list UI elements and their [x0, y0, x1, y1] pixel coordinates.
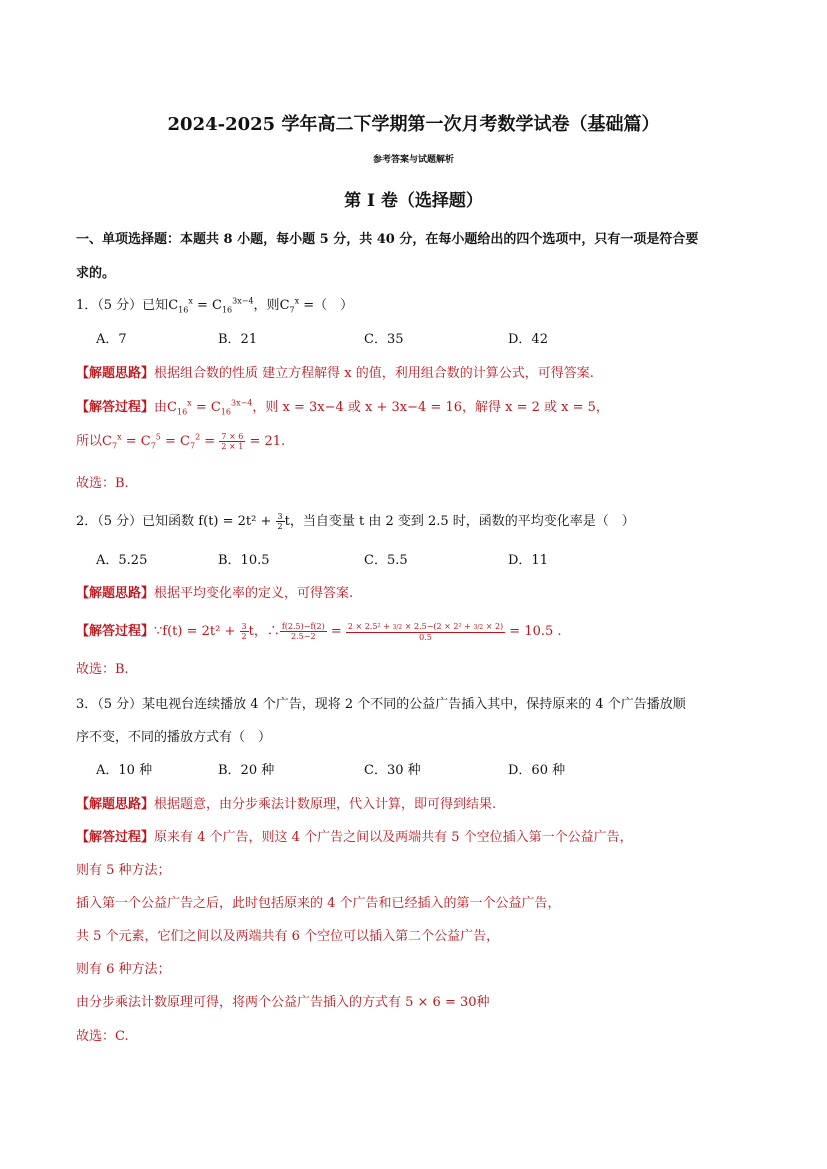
q1-process-text2: ，则 x = 3x−4 或 x + 3x−4 = 16，解得 x = 2 或 x = 5，: [252, 400, 609, 415]
q2-hint-label: 【解题思路】: [76, 586, 155, 601]
q3-stem-line1: 3．（5 分）某电视台连续播放 4 个广告，现将 2 个不同的公益广告插入其中，保持原来的 4 个广告播放顺: [76, 697, 686, 712]
q2-answer: 故选：B.: [76, 662, 129, 677]
q3-hint: [76, 793, 496, 812]
q3-process-label: 【解答过程】: [76, 830, 155, 845]
q1-stem-formula: $C_{16}^x = C_{16}^{3x-4}$: [168, 296, 254, 315]
q1-process-line2-result: = 21.: [245, 434, 286, 449]
q1-process-line2: [76, 430, 285, 451]
section-heading-line1: 一、单项选择题：本题共 8 小题，每小题 5 分，共 40 分，在每小题给出的四个选项中，只有一项是符合要: [76, 232, 699, 247]
q2-option-d: D．11: [508, 553, 548, 568]
q1-process: [76, 396, 609, 417]
q3-process-line3: 插入第一个公益广告之后，此时包括原来的 4 个广告和已经插入的第一个公益广告，: [76, 896, 561, 911]
q1-process-line2-prefix: 所以: [76, 434, 103, 449]
page-subtitle: 参考答案与试题解析: [372, 155, 454, 165]
q2-stem-suffix: t，当自变量 t 由 2 变到 2.5 时，函数的平均变化率是（ ）: [284, 514, 635, 529]
q1-hint: [76, 362, 594, 381]
q2-hint-text: 根据平均变化率的定义，可得答案.: [154, 586, 354, 601]
q3-process-line6: 由分步乘法计数原理可得，将两个公益广告插入的方式有 5 × 6 = 30种: [76, 995, 490, 1010]
q3-hint-text: 根据题意，由分步乘法计数原理，代入计算，即可得到结果.: [154, 797, 497, 812]
q3-process-line5: 则有 6 种方法；: [76, 962, 171, 977]
q3-option-b: B．20 种: [218, 763, 275, 778]
q1-stem-suffix: ，则: [253, 298, 280, 313]
q3-process: [76, 826, 633, 845]
q3-process-line4: 共 5 个元素，它们之间以及两端共有 6 个空位可以插入第二个公益广告，: [76, 929, 500, 944]
q3-hint-label: 【解题思路】: [76, 797, 155, 812]
q3-process-line2: 则有 5 种方法；: [76, 863, 171, 878]
q2-process-label: 【解答过程】: [76, 624, 155, 639]
q1-process-text1: 由: [154, 400, 168, 415]
q2-process-fraction-b: $\frac{f(2.5)-f(2)}{2.5-2}$: [281, 622, 325, 641]
q1-stem-prefix: 1．（5 分）已知: [76, 298, 169, 313]
q1-process-formula: $C_{16}^x = C_{16}^{3x-4}$: [167, 398, 253, 417]
q3-process-line1: 原来有 4 个广告，则这 4 个广告之间以及两端共有 5 个空位插入第一个公益广告，: [154, 830, 633, 845]
q1-hint-label: 【解题思路】: [76, 366, 155, 381]
q1-stem-target: $C_7^x$: [279, 296, 300, 315]
q2-process-text1: ∵f(t) = 2t² +: [154, 624, 240, 639]
q2-stem: [76, 510, 635, 531]
section-heading-line2: 求的。: [76, 266, 116, 281]
q1-option-c: C．35: [364, 332, 404, 347]
part-heading: 第 I 卷（选择题）: [344, 191, 483, 211]
page-title: 2024-2025 学年高二下学期第一次月考数学试卷（基础篇）: [167, 114, 660, 135]
q2-process-text2: t，∴: [248, 624, 280, 639]
q1-process-label: 【解答过程】: [76, 400, 155, 415]
q2-process: 【解答过程】∵f(t) = 2t² + $\frac{3}{2}$ t，∴ $\frac{f(2.5)-f(2)}{2.5-2}$ = $\frac{\text{2 × 2.5² + 3/2 × 2.5−(2 × 2² + 3/2 × 2)}}{0.5}$ = 10.5 .: [76, 621, 562, 642]
q1-stem: [76, 294, 353, 315]
q3-stem-line2: 序不变，不同的播放方式有（ ）: [76, 730, 272, 745]
q2-option-b: B．10.5: [218, 553, 270, 568]
q1-stem-end: =（ ）: [299, 298, 354, 313]
q2-option-c: C．5.5: [364, 553, 408, 568]
q2-process-result: = 10.5 .: [505, 624, 562, 639]
q3-option-d: D．60 种: [508, 763, 566, 778]
q2-option-a: A．5.25: [96, 553, 148, 568]
q1-option-a: A．7: [96, 332, 127, 347]
q3-answer: 故选：C.: [76, 1029, 129, 1044]
q2-stem-prefix: 2．（5 分）已知函数 f(t) = 2t² +: [76, 514, 276, 529]
q1-hint-text: 根据组合数的性质 建立方程解得 x 的值，利用组合数的计算公式，可得答案.: [154, 366, 594, 381]
q1-process-line2-formula: $C_7^x = C_7^5 = C_7^2$ = $\frac{7 \times 6}{2 \times 1}$: [102, 432, 244, 451]
q1-option-b: B．21: [218, 332, 258, 347]
q2-process-fraction-a: $\frac{3}{2}$: [241, 622, 247, 641]
q1-option-d: D．42: [508, 332, 548, 347]
q3-option-c: C．30 种: [364, 763, 421, 778]
q2-stem-fraction: $\frac{3}{2}$: [277, 512, 283, 531]
q2-process-fraction-c: $\frac{\text{2 × 2.5² + 3/2 × 2.5−(2 × 2² + 3/2 × 2)}}{0.5}$: [347, 621, 504, 642]
q3-option-a: A．10 种: [96, 763, 153, 778]
q1-answer: 故选：B.: [76, 476, 129, 491]
q2-hint: [76, 582, 353, 601]
